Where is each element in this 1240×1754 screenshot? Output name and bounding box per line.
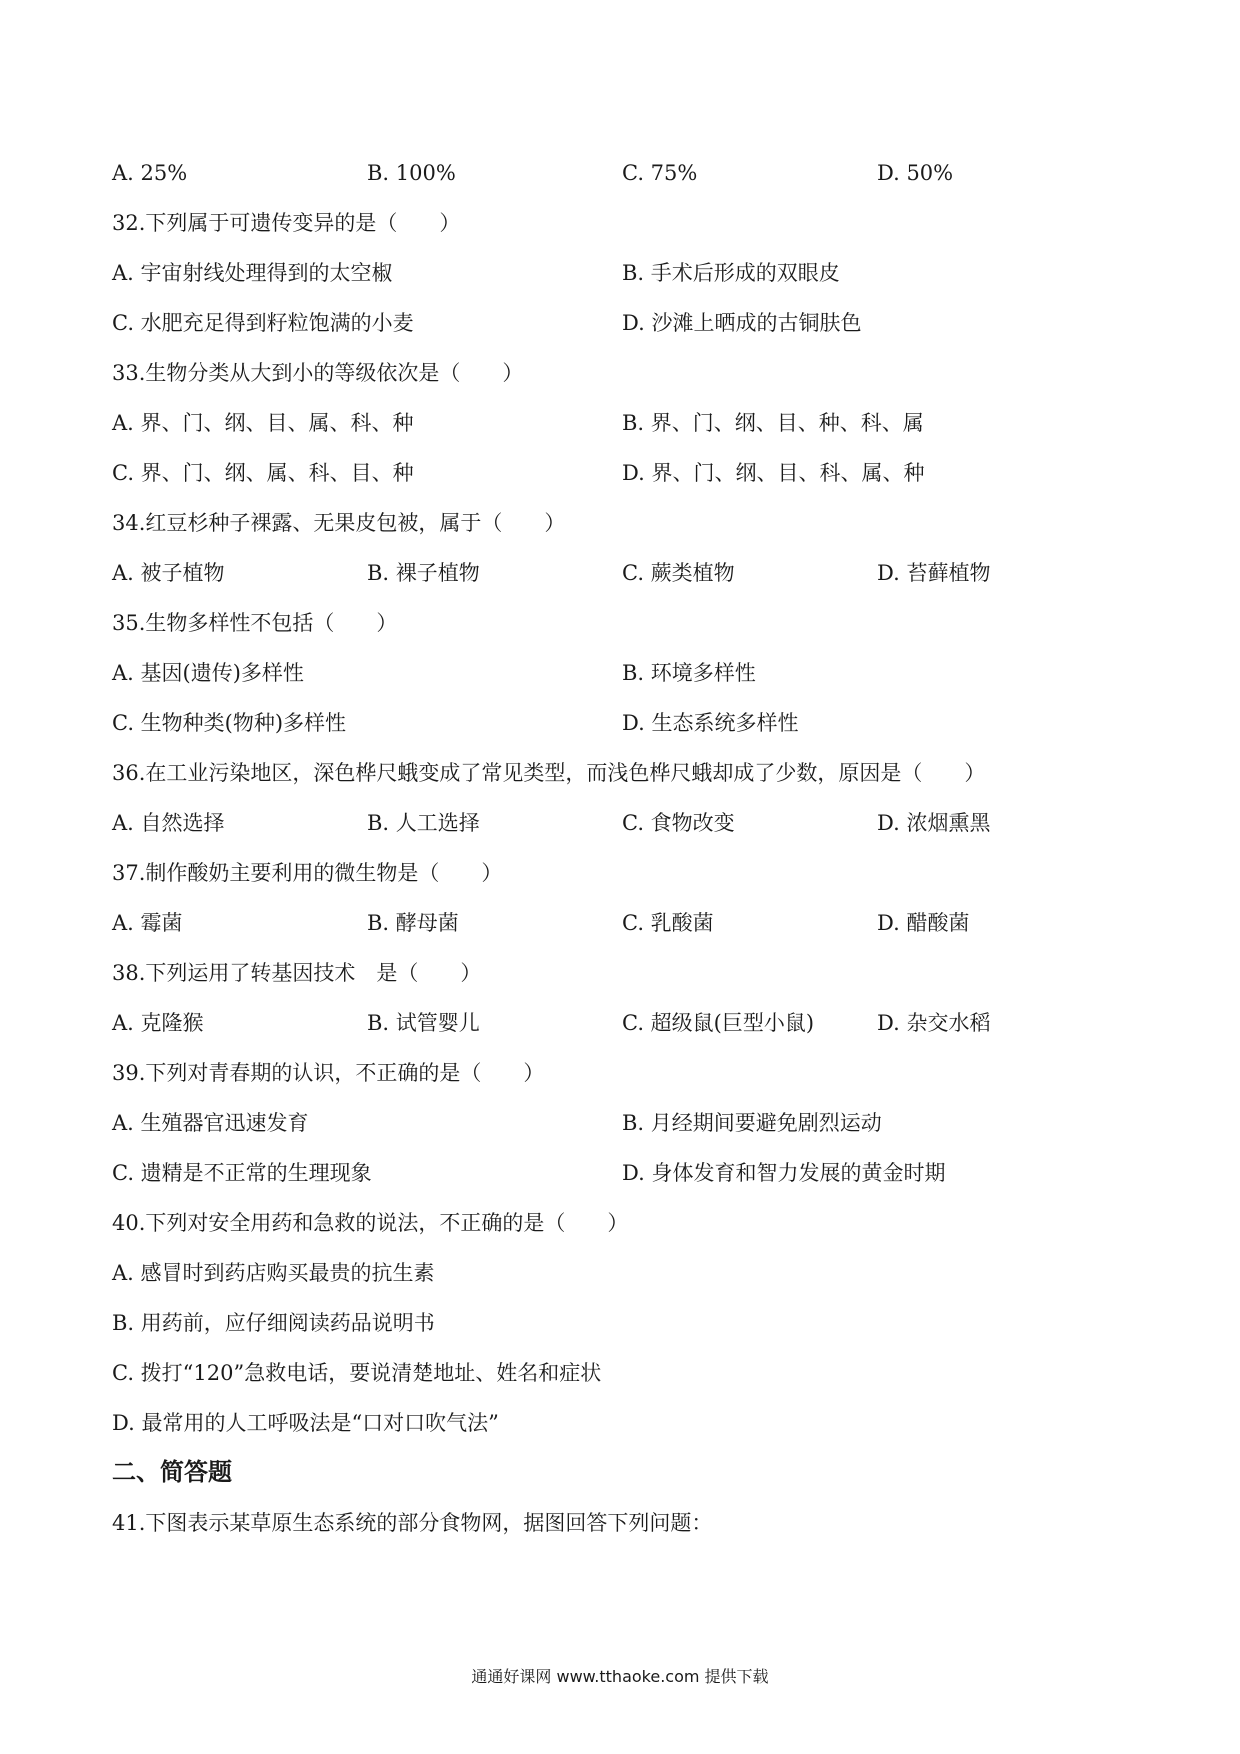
q38-option-a: A. 克隆猴 [112,1011,204,1035]
q40-option-d: D. 最常用的人工呼吸法是“口对口吹气法” [112,1411,499,1435]
q34-option-b: B. 裸子植物 [367,561,480,585]
q35-stem: 35.生物多样性不包括（ ） [112,611,398,635]
q39-stem: 39.下列对青春期的认识，不正确的是（ ） [112,1061,545,1085]
q39-options-row2 [112,1156,1132,1190]
q41-stem: 41.下图表示某草原生态系统的部分食物网，据图回答下列问题： [112,1511,713,1535]
q35-options-row2 [112,706,1132,740]
q34-stem: 34.红豆杉种子裸露、无果皮包被，属于（ ） [112,511,566,535]
q32-stem: 32.下列属于可遗传变异的是（ ） [112,211,461,235]
q36-option-d: D. 浓烟熏黑 [877,811,991,835]
q32-options-row2 [112,306,1132,340]
q40-option-a: A. 感冒时到药店购买最贵的抗生素 [112,1261,435,1285]
q35-option-b: B. 环境多样性 [622,661,756,685]
q34-option-d: D. 苔藓植物 [877,561,991,585]
page-footer: 通通好课网 www.tthaoke.com 提供下载 [471,1667,769,1686]
q38-stem: 38.下列运用了转基因技术 是（ ） [112,961,482,985]
q36-stem: 36.在工业污染地区，深色桦尺蛾变成了常见类型，而浅色桦尺蛾却成了少数，原因是（ ） [112,761,986,785]
q39-option-c: C. 遗精是不正常的生理现象 [112,1161,372,1185]
q36-options [112,806,1132,840]
q32-option-b: B. 手术后形成的双眼皮 [622,261,840,285]
q31-option-b: B. 100% [367,161,456,185]
q35-option-a: A. 基因(遗传)多样性 [112,661,304,685]
q37-option-a: A. 霉菌 [112,911,183,935]
q33-options-row1 [112,406,1132,440]
q36-option-b: B. 人工选择 [367,811,480,835]
q31-options [112,156,1132,190]
q39-option-b: B. 月经期间要避免剧烈运动 [622,1111,882,1135]
q39-option-a: A. 生殖器官迅速发育 [112,1111,309,1135]
q37-option-c: C. 乳酸菌 [622,911,714,935]
q39-option-d: D. 身体发育和智力发展的黄金时期 [622,1161,946,1185]
q33-stem: 33.生物分类从大到小的等级依次是（ ） [112,361,524,385]
q33-option-d: D. 界、门、纲、目、科、属、种 [622,461,925,485]
q38-options [112,1006,1132,1040]
q37-option-d: D. 醋酸菌 [877,911,970,935]
q37-stem: 37.制作酸奶主要利用的微生物是（ ） [112,861,503,885]
q35-option-d: D. 生态系统多样性 [622,711,799,735]
q32-options-row1 [112,256,1132,290]
q37-options [112,906,1132,940]
q32-option-a: A. 宇宙射线处理得到的太空椒 [112,261,393,285]
q40-option-c: C. 拨打“120”急救电话，要说清楚地址、姓名和症状 [112,1361,602,1385]
q39-options-row1 [112,1106,1132,1140]
q37-option-b: B. 酵母菌 [367,911,459,935]
q38-option-c: C. 超级鼠(巨型小鼠) [622,1011,815,1035]
q40-option-b: B. 用药前，应仔细阅读药品说明书 [112,1311,435,1335]
q35-option-c: C. 生物种类(物种)多样性 [112,711,347,735]
q36-option-c: C. 食物改变 [622,811,735,835]
q33-option-c: C. 界、门、纲、属、科、目、种 [112,461,414,485]
q38-option-b: B. 试管婴儿 [367,1011,480,1035]
q40-stem: 40.下列对安全用药和急救的说法，不正确的是（ ） [112,1211,629,1235]
q34-option-a: A. 被子植物 [112,561,225,585]
q34-option-c: C. 蕨类植物 [622,561,735,585]
q33-option-a: A. 界、门、纲、目、属、科、种 [112,411,414,435]
q31-option-c: C. 75% [622,161,698,185]
q34-options [112,556,1132,590]
q35-options-row1 [112,656,1132,690]
q36-option-a: A. 自然选择 [112,811,225,835]
q31-option-d: D. 50% [877,161,954,185]
q31-option-a: A. 25% [112,161,188,185]
q32-option-d: D. 沙滩上晒成的古铜肤色 [622,311,862,335]
q38-option-d: D. 杂交水稻 [877,1011,991,1035]
q32-option-c: C. 水肥充足得到籽粒饱满的小麦 [112,311,414,335]
q33-option-b: B. 界、门、纲、目、种、科、属 [622,411,924,435]
q33-options-row2 [112,456,1132,490]
section-title: 二、简答题 [112,1458,232,1486]
